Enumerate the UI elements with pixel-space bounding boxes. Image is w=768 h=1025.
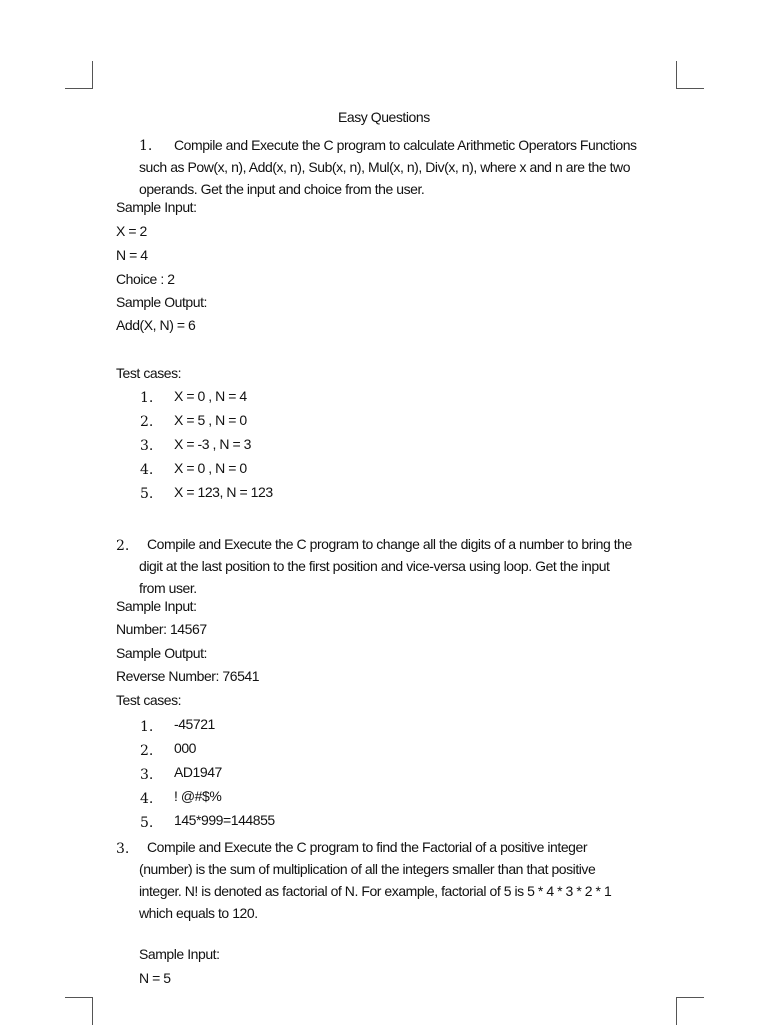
sample-input-line: Choice : 2 xyxy=(116,271,175,287)
sample-output-value: Reverse Number: 76541 xyxy=(116,668,260,684)
test-case-number: 2. xyxy=(140,414,154,430)
sample-input-label: Sample Input: xyxy=(116,199,197,215)
crop-mark-bottom-left xyxy=(65,997,93,1025)
test-case: 145*999=144855 xyxy=(174,812,275,828)
test-case: 000 xyxy=(174,740,197,756)
test-case: X = 5 , N = 0 xyxy=(174,412,247,428)
question-text-line: integer. N! is denoted as factorial of N. For example, factorial of 5 is 5 * 4 * 3 * 2 * 1 xyxy=(139,883,612,899)
page-title: Easy Questions xyxy=(338,109,430,125)
sample-input-line: N = 5 xyxy=(139,970,171,986)
question-number: 3. xyxy=(116,841,130,857)
test-case: ! @#$% xyxy=(174,788,222,804)
sample-output-value: Add(X, N) = 6 xyxy=(116,317,196,333)
test-case-number: 1. xyxy=(140,390,154,406)
crop-mark-top-right xyxy=(676,61,704,89)
test-cases-label: Test cases: xyxy=(116,365,182,381)
sample-input-line: X = 2 xyxy=(116,223,147,239)
test-case: AD1947 xyxy=(174,764,222,780)
question-text-line: (number) is the sum of multiplication of all the integers smaller than that positive xyxy=(139,861,596,877)
test-case-number: 3. xyxy=(140,767,154,783)
test-case: -45721 xyxy=(174,716,215,732)
question-text-line: which equals to 120. xyxy=(139,905,258,921)
test-case-number: 1. xyxy=(140,719,154,735)
test-case-number: 4. xyxy=(140,791,154,807)
test-case: X = 0 , N = 4 xyxy=(174,388,247,404)
question-text-line: Compile and Execute the C program to change all the digits of a number to bring the xyxy=(147,536,632,552)
sample-input-label: Sample Input: xyxy=(139,946,220,962)
test-case-number: 5. xyxy=(140,486,154,502)
question-text-line: such as Pow(x, n), Add(x, n), Sub(x, n), Mul(x, n), Div(x, n), where x and n are the two xyxy=(139,159,631,175)
sample-output-label: Sample Output: xyxy=(116,294,207,310)
sample-output-label: Sample Output: xyxy=(116,645,207,661)
test-case: X = 123, N = 123 xyxy=(174,484,273,500)
question-text-line: operands. Get the input and choice from the user. xyxy=(139,181,425,197)
sample-input-label: Sample Input: xyxy=(116,598,197,614)
question-text-line: from user. xyxy=(139,580,197,596)
test-case-number: 3. xyxy=(140,438,154,454)
question-text-line: Compile and Execute the C program to calculate Arithmetic Operators Functions xyxy=(174,137,637,153)
crop-mark-bottom-right xyxy=(676,997,704,1025)
question-number: 1. xyxy=(139,138,153,154)
sample-input-line: Number: 14567 xyxy=(116,621,207,637)
question-text-line: digit at the last position to the first position and vice-versa using loop. Get the input xyxy=(139,558,610,574)
test-cases-label: Test cases: xyxy=(116,692,182,708)
test-case-number: 2. xyxy=(140,743,154,759)
test-case-number: 4. xyxy=(140,462,154,478)
test-case: X = -3 , N = 3 xyxy=(174,436,251,452)
test-case-number: 5. xyxy=(140,815,154,831)
question-text-line: Compile and Execute the C program to find the Factorial of a positive integer xyxy=(147,839,588,855)
sample-input-line: N = 4 xyxy=(116,247,148,263)
crop-mark-top-left xyxy=(65,61,93,89)
test-case: X = 0 , N = 0 xyxy=(174,460,247,476)
question-number: 2. xyxy=(116,538,130,554)
